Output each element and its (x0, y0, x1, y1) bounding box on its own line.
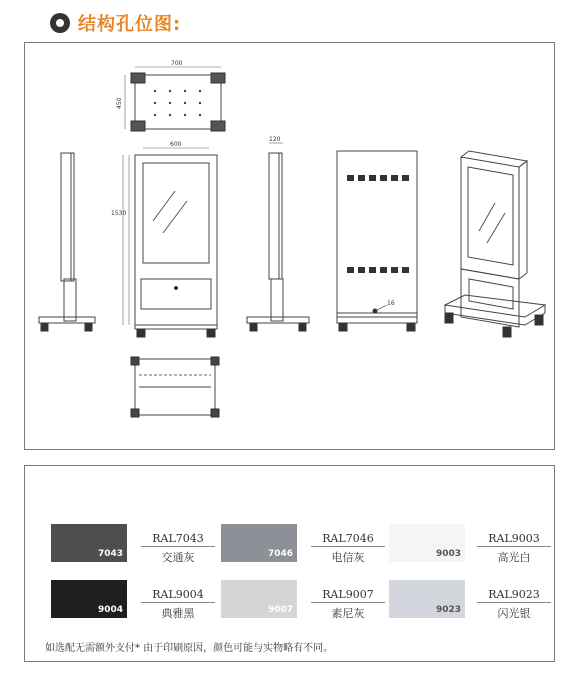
color-code: RAL9004 (152, 588, 204, 601)
color-swatch-7043[interactable] (51, 524, 127, 562)
side-view-left (39, 153, 95, 331)
color-swatch-9003[interactable] (389, 524, 465, 562)
side-view-right (247, 136, 309, 331)
front-view (111, 141, 217, 337)
color-swatch-9023[interactable] (389, 580, 465, 618)
divider (141, 546, 215, 547)
color-swatch-7046[interactable] (221, 524, 297, 562)
color-options-panel (24, 465, 555, 662)
section-title: 结构孔位图: (78, 14, 182, 35)
swatch-code: 7046 (267, 549, 293, 559)
swatch-code: 9007 (267, 605, 293, 615)
swatch-code: 9004 (97, 605, 123, 615)
bottom-view (131, 357, 219, 417)
dim-front-width: 600 (170, 141, 182, 148)
color-name: 电信灰 (331, 551, 365, 564)
color-name: 典雅黑 (161, 607, 195, 620)
divider (311, 602, 385, 603)
back-view (337, 151, 417, 331)
swatch-code: 9003 (435, 549, 461, 559)
gear-icon (50, 13, 70, 33)
structure-drawing (25, 43, 556, 451)
dim-side-depth: 120 (269, 136, 281, 143)
disclaimer-note: 如选配无需额外支付* 由于印刷原因，颜色可能与实物略有不同。 (45, 643, 334, 654)
color-code: RAL7046 (322, 532, 374, 545)
dim-top-width: 700 (171, 60, 183, 67)
dim-front-height: 1530 (111, 210, 127, 217)
structure-drawing-panel (24, 42, 555, 450)
color-code: RAL9007 (322, 588, 374, 601)
section-header (50, 10, 181, 36)
color-swatch-9007[interactable] (221, 580, 297, 618)
color-name: 交通灰 (161, 551, 195, 564)
color-code: RAL9003 (488, 532, 540, 545)
divider (477, 546, 551, 547)
color-code: RAL7043 (152, 532, 204, 545)
divider (477, 602, 551, 603)
color-name: 素尼灰 (331, 607, 365, 620)
divider (141, 602, 215, 603)
perspective-view (445, 151, 545, 337)
dim-back-hole: 16 (387, 300, 395, 307)
color-code: RAL9023 (488, 588, 540, 601)
top-view (116, 60, 225, 131)
color-name: 高光白 (497, 551, 531, 564)
swatch-code: 7043 (97, 549, 123, 559)
dim-top-depth: 450 (116, 97, 123, 109)
color-swatch-9004[interactable] (51, 580, 127, 618)
swatch-code: 9023 (435, 605, 461, 615)
color-name: 闪光银 (497, 607, 531, 620)
divider (311, 546, 385, 547)
